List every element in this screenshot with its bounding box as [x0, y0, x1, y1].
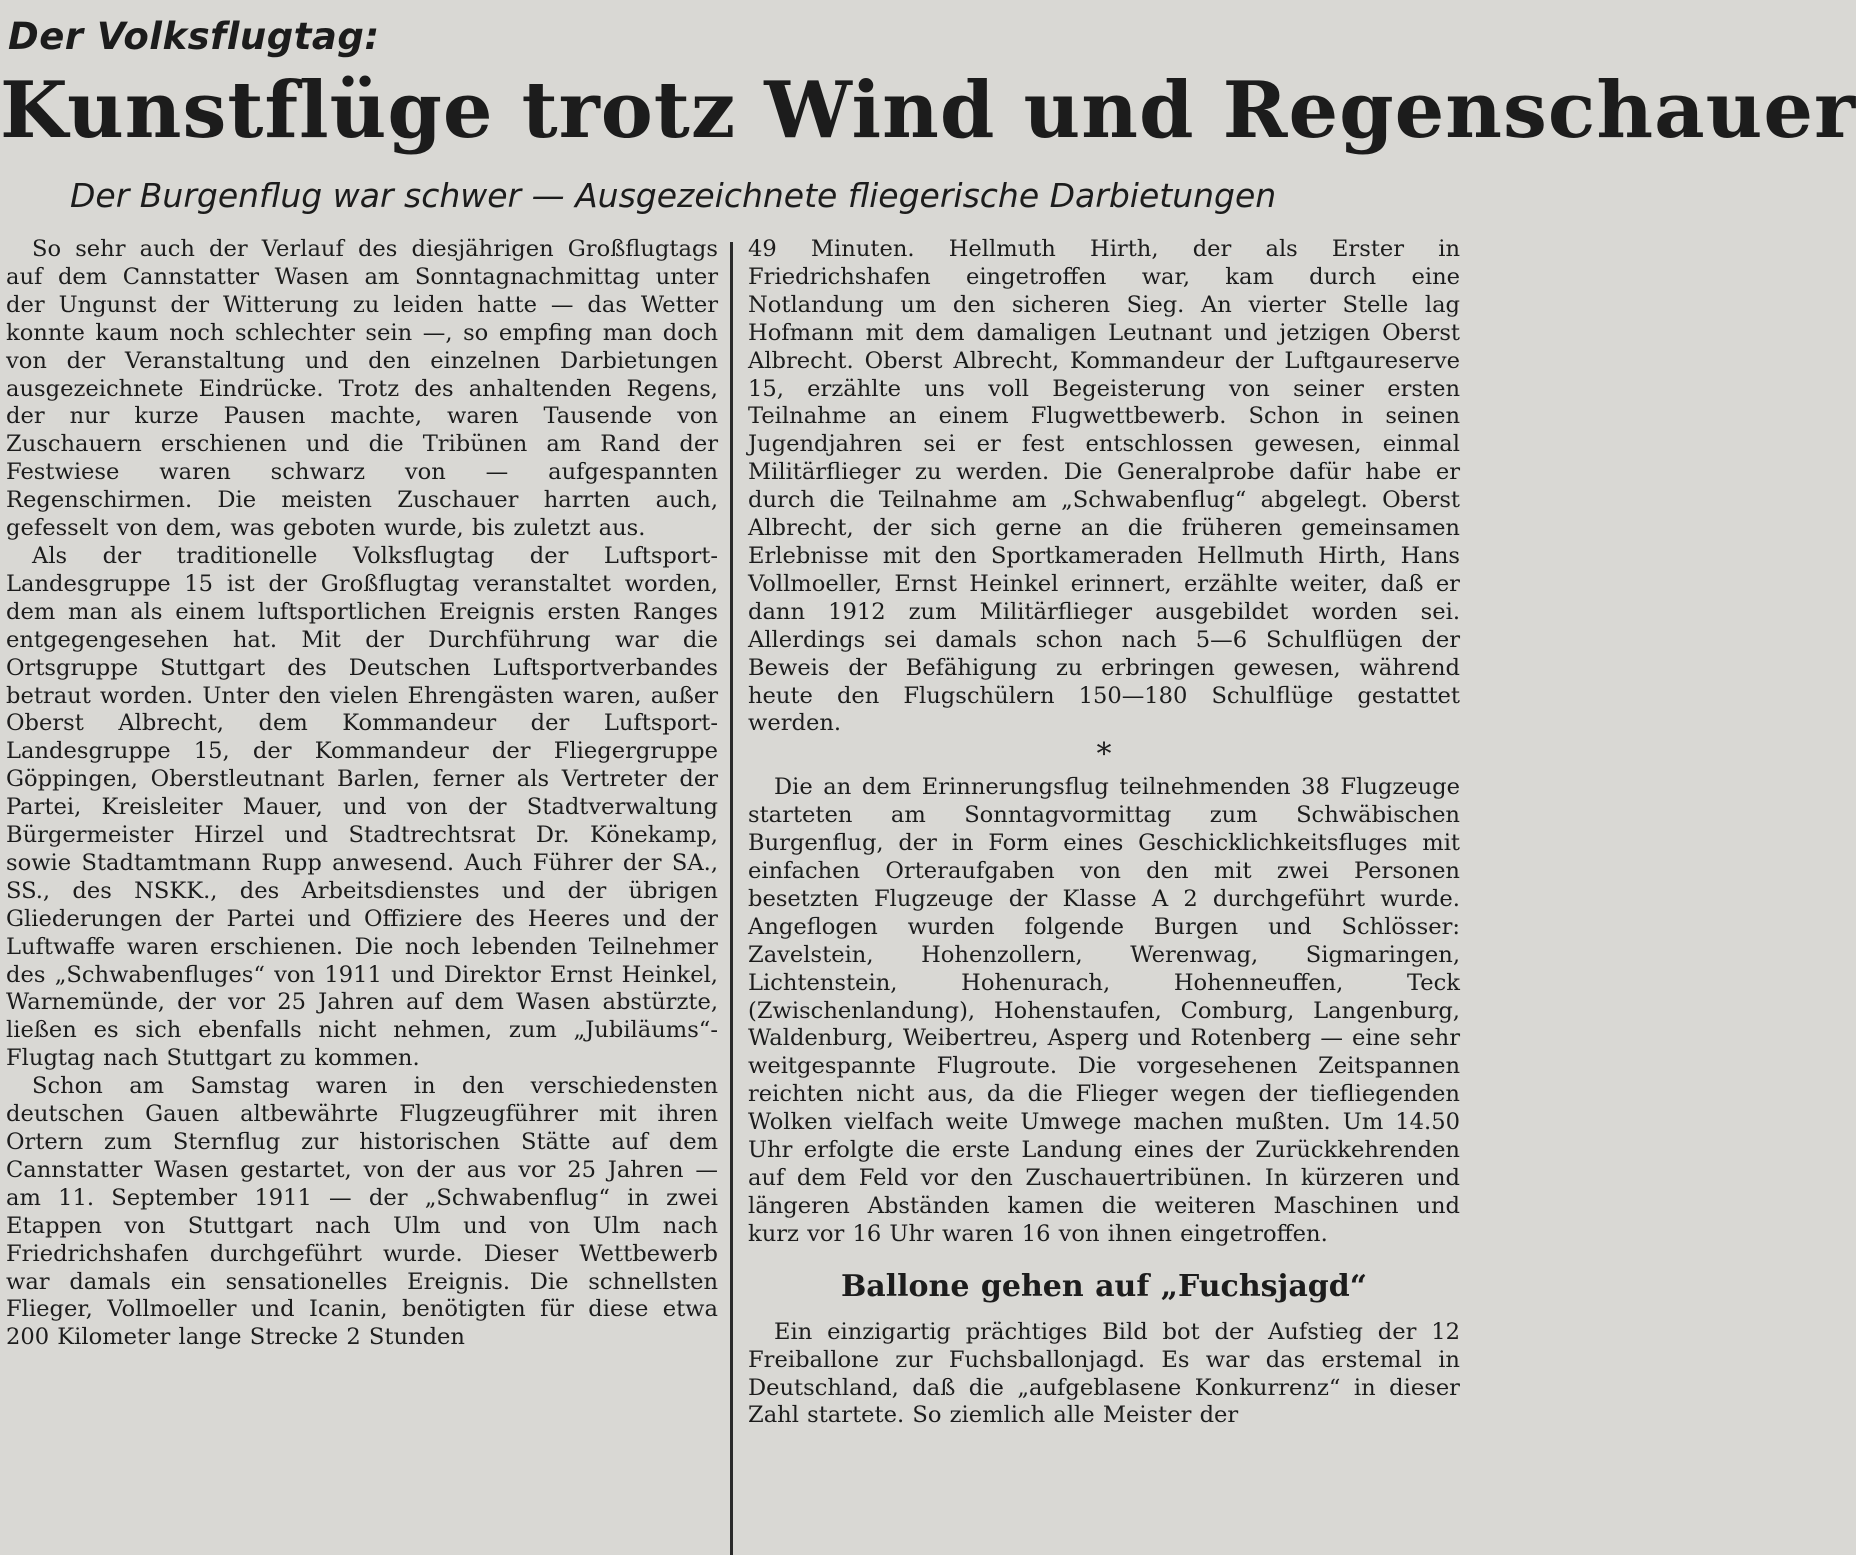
column-rule	[730, 242, 733, 1555]
paragraph: Schon am Samstag waren in den verschiedensten deutschen Gauen altbewährte Flugzeugführer mit ihren Ortern zum Sternflug zur historischen Stätte auf dem Cannstatter Wasen gestartet, von der aus vor 25 Jahren — am 11. September 1911 — der „Schwabenflug“ in zwei Etappen von Stuttgart nach Ulm und von Ulm nach Friedrichshafen durchgeführt wurde. Dieser Wettbewerb war damals ein sensationelles Ereignis. Die schnellsten Flieger, Vollmoeller und Icanin, benötigten für diese etwa 200 Kilometer lange Strecke 2 Stunden	[6, 1073, 718, 1351]
paragraph: Als der traditionelle Volksflugtag der Luftsport-Landesgruppe 15 ist der Großflugtag veranstaltet worden, dem man als einem luftsportlichen Ereignis ersten Ranges entgegengesehen hat. Mit der Durchführung war die Ortsgruppe Stuttgart des Deutschen Luftsportverbandes betraut worden. Unter den vielen Ehrengästen waren, außer Oberst Albrecht, dem Kommandeur der Luftsport-Landesgruppe 15, der Kommandeur der Fliegergruppe Göppingen, Oberstleutnant Barlen, ferner als Vertreter der Partei, Kreisleiter Mauer, und von der Stadtverwaltung Bürgermeister Hirzel und Stadtrechtsrat Dr. Könekamp, sowie Stadtamtmann Rupp anwesend. Auch Führer der SA., SS., des NSKK., des Arbeitsdienstes und der übrigen Gliederungen der Partei und Offiziere des Heeres und der Luftwaffe waren erschienen. Die noch lebenden Teilnehmer des „Schwabenfluges“ von 1911 und Direktor Ernst Heinkel, Warnemünde, der vor 25 Jahren auf dem Wasen abstürzte, ließen es sich ebenfalls nicht nehmen, zum „Jubiläums“-Flugtag nach Stuttgart zu kommen.	[6, 542, 718, 1072]
paragraph: Die an dem Erinnerungsflug teilnehmenden 38 Flugzeuge starteten am Sonntagvormittag zum Schwäbischen Burgenflug, der in Form eines Geschicklichkeitsfluges mit einfachen Orteraufgaben von den mit zwei Personen besetzten Flugzeuge der Klasse A 2 durchgeführt wurde. Angeflogen wurden folgende Burgen und Schlösser: Zavelstein, Hohenzollern, Werenwag, Sigmaringen, Lichtenstein, Hohenurach, Hohenneuffen, Teck (Zwischenlandung), Hohenstaufen, Comburg, Langenburg, Waldenburg, Weibertreu, Asperg und Rotenberg — eine sehr weitgespannte Flugroute. Die vorgesehenen Zeitspannen reichten nicht aus, da die Flieger wegen der tiefliegenden Wolken vielfach weite Umwege machen mußten. Um 14.50 Uhr erfolgte die erste Landung eines der Zurückkehrenden auf dem Feld vor den Zuschauertribünen. In kürzeren und längeren Abständen kamen die weiteren Maschinen und kurz vor 16 Uhr waren 16 von ihnen eingetroffen.	[748, 774, 1460, 1247]
headline: Kunstflüge trotz Wind und Regenschauer	[0, 65, 1856, 156]
right-column	[748, 236, 1460, 1430]
paragraph: 49 Minuten. Hellmuth Hirth, der als Erster in Friedrichshafen eingetroffen war, kam durch eine Notlandung um den sicheren Sieg. An vierter Stelle lag Hofmann mit dem damaligen Leutnant und jetzigen Oberst Albrecht. Oberst Albrecht, Kommandeur der Luftgaureserve 15, erzählte uns voll Begeisterung von seiner ersten Teilnahme an einem Flugwettbewerb. Schon in seinen Jugendjahren sei er fest entschlossen gewesen, einmal Militärflieger zu werden. Die Generalprobe dafür habe er durch die Teilnahme am „Schwabenflug“ abgelegt. Oberst Albrecht, der sich gerne an die früheren gemeinsamen Erlebnisse mit den Sportkameraden Hellmuth Hirth, Hans Vollmoeller, Ernst Heinkel erinnert, erzählte weiter, daß er dann 1912 zum Militärflieger ausgebildet worden sei. Allerdings sei damals schon nach 5—6 Schulflügen der Beweis der Befähigung zu erbringen gewesen, während heute den Flugschülern 150—180 Schulflüge gestattet werden.	[748, 236, 1460, 737]
left-column	[6, 236, 718, 1352]
paragraph: Ein einzigartig prächtiges Bild bot der Aufstieg der 12 Freiballone zur Fuchsballonjagd. Es war das erstemal in Deutschland, daß die „aufgeblasene Konkurrenz“ in dieser Zahl startete. So ziemlich alle Meister der	[748, 1318, 1460, 1429]
kicker: Der Volksflugtag:	[8, 15, 380, 58]
section-heading: Ballone gehen auf „Fuchsjagd“	[840, 1268, 1368, 1304]
paragraph: So sehr auch der Verlauf des diesjährigen Großflugtags auf dem Cannstatter Wasen am Sonntagnachmittag unter der Ungunst der Witterung zu leiden hatte — das Wetter konnte kaum noch schlechter sein —, so empfing man doch von der Veranstaltung und den einzelnen Darbietungen ausgezeichnete Eindrücke. Trotz des anhaltenden Regens, der nur kurze Pausen machte, waren Tausende von Zuschauern erschienen und die Tribünen am Rand der Festwiese waren schwarz von — aufgespannten Regenschirmen. Die meisten Zuschauer harrten auch, gefesselt von dem, was geboten wurde, bis zuletzt aus.	[6, 236, 718, 542]
subheadline: Der Burgenflug war schwer — Ausgezeichnete fliegerische Darbietungen	[70, 176, 1277, 215]
asterisk-separator: *	[1096, 737, 1112, 773]
